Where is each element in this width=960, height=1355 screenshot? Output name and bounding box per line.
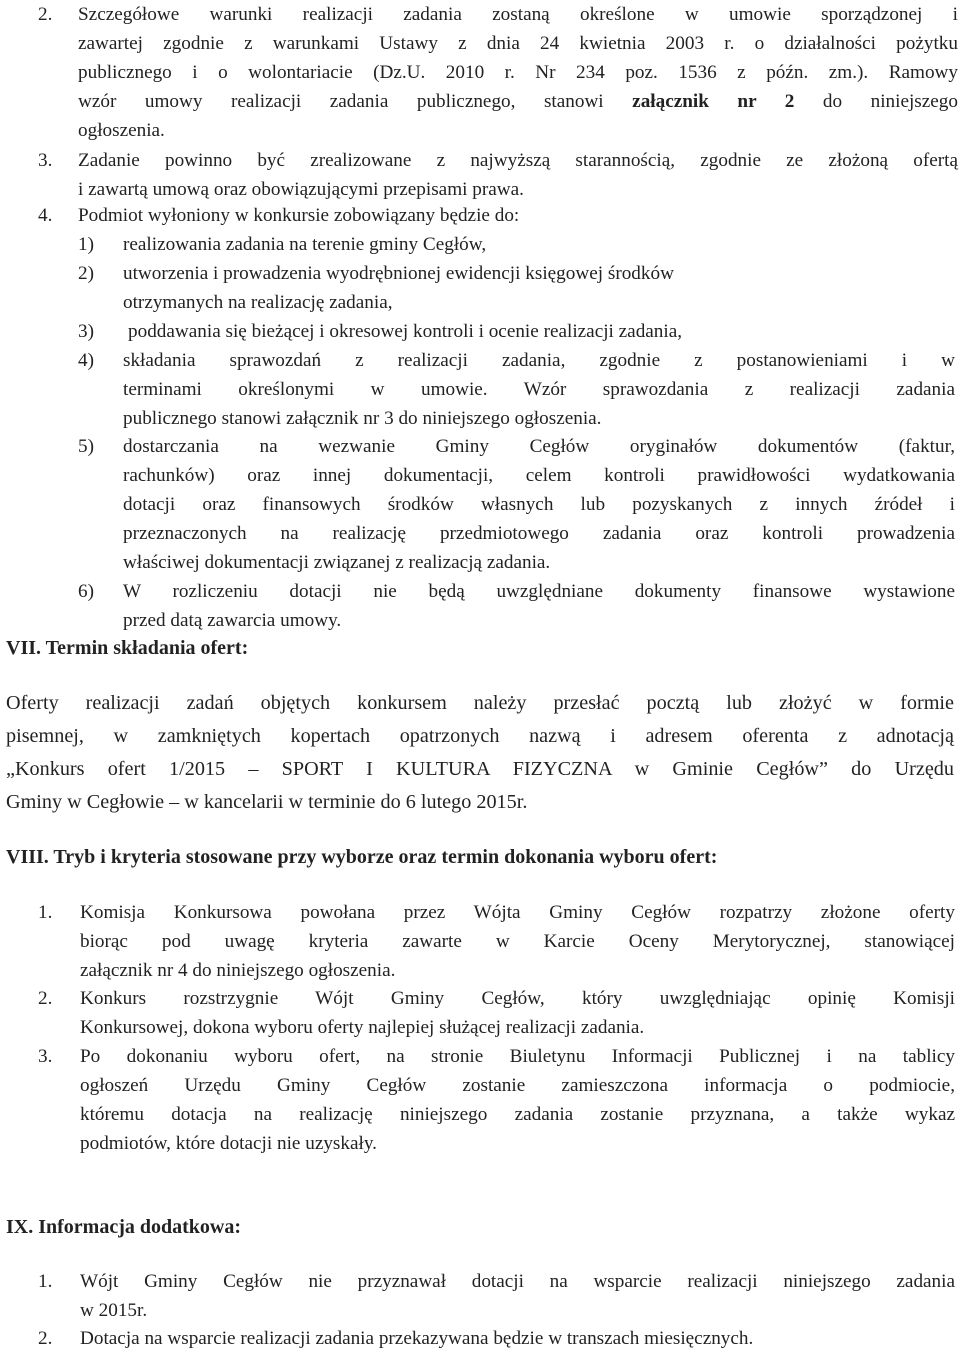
sub-item-1 [78, 230, 955, 259]
section-viii-item-1 [38, 898, 955, 985]
text-line: utworzenia i prowadzenia wyodrębnionej ewidencji księgowej środków [123, 263, 674, 284]
text-line: i zawartą umową oraz obowiązującymi przepisami prawa. [78, 179, 524, 200]
text-line: zawartej zgodnie z warunkami Ustawy z dnia 24 kwietnia 2003 r. o działalności pożytku [78, 33, 958, 54]
text-line: Zadanie powinno być zrealizowane z najwyższą starannością, zgodnie ze złożoną ofertą [78, 150, 958, 171]
text-line: Gminy w Cegłowie – w kancelarii w terminie do 6 lutego 2015r. [6, 791, 528, 813]
section-ix-item-1 [38, 1267, 955, 1325]
text-line: przed datą zawarcia umowy. [123, 610, 342, 631]
text-line: otrzymanych na realizację zadania, [123, 292, 393, 313]
text-line: publicznego stanowi załącznik nr 3 do niniejszego ogłoszenia. [123, 408, 602, 429]
text-run: wzór umowy realizacji zadania publicznego, stanowi [78, 91, 633, 112]
list-item-number: 3. [38, 1046, 53, 1067]
text-line: realizowania zadania na terenie gminy Cegłów, [123, 234, 487, 255]
list-item-number: 4. [38, 205, 53, 226]
list-item-4 [38, 201, 958, 230]
section-heading-vii: VII. Termin składania ofert: [6, 637, 249, 659]
text-line: przeznaczonych na realizację przedmiotowego zadania oraz kontroli prowadzenia [123, 523, 955, 544]
text-line: podmiotów, które dotacji nie uzyskały. [80, 1133, 377, 1154]
text-line: Oferty realizacji zadań objętych konkursem należy przesłać pocztą lub złożyć w formie [6, 692, 954, 714]
sub-item-2 [78, 259, 955, 317]
sub-item-number: 2) [78, 263, 94, 284]
section-ix-item-2 [38, 1324, 955, 1353]
text-line: terminami określonymi w umowie. Wzór sprawozdania z realizacji zadania [123, 379, 955, 400]
sub-item-number: 5) [78, 436, 94, 457]
text-line [78, 87, 958, 116]
annex-reference: załącznik nr 2 [632, 91, 795, 112]
text-line: dotacji oraz finansowych środków własnych lub pozyskanych z innych źródeł i [123, 494, 955, 515]
section-vii-paragraph [6, 687, 954, 819]
text-line: ogłoszeń Urzędu Gminy Cegłów zostanie zamieszczona informacja o podmiocie, [80, 1075, 955, 1096]
list-item-number: 2. [38, 1328, 53, 1349]
text-line: właściwej dokumentacji związanej z realizacją zadania. [123, 552, 551, 573]
text-line: załącznik nr 4 do niniejszego ogłoszenia. [80, 960, 396, 981]
text-line: Komisja Konkursowa powołana przez Wójta Gminy Cegłów rozpatrzy złożone oferty [80, 902, 955, 923]
section-viii-item-2 [38, 984, 955, 1042]
text-line: ogłoszenia. [78, 120, 165, 141]
list-item-2 [38, 0, 958, 145]
text-line: „Konkurs ofert 1/2015 – SPORT I KULTURA FIZYCZNA w Gminie Cegłów” do Urzędu [6, 758, 954, 780]
sub-item-4 [78, 346, 955, 433]
text-line: któremu dotacja na realizację niniejszego zadania zostanie przyznana, a także wykaz [80, 1104, 955, 1125]
text-run: do niniejszego [794, 91, 958, 112]
list-item-number: 2. [38, 988, 53, 1009]
sub-item-6 [78, 577, 955, 635]
section-viii-item-3 [38, 1042, 955, 1158]
text-line: Dotacja na wsparcie realizacji zadania przekazywana będzie w transzach miesięcznych. [80, 1328, 754, 1349]
sub-item-5 [78, 432, 955, 577]
list-item-3 [38, 146, 958, 204]
sub-item-number: 6) [78, 581, 94, 602]
text-line: Po dokonaniu wyboru ofert, na stronie Biuletynu Informacji Publicznej i na tablicy [80, 1046, 955, 1067]
sub-item-3 [78, 317, 955, 346]
sub-item-number: 1) [78, 234, 94, 255]
text-line: dostarczania na wezwanie Gminy Cegłów oryginałów dokumentów (faktur, [123, 436, 955, 457]
sub-item-number: 4) [78, 350, 94, 371]
text-line: Podmiot wyłoniony w konkursie zobowiązany będzie do: [78, 205, 520, 226]
text-line: rachunków) oraz innej dokumentacji, celem kontroli prawidłowości wydatkowania [123, 465, 955, 486]
list-item-number: 3. [38, 150, 53, 171]
text-line: składania sprawozdań z realizacji zadania, zgodnie z postanowieniami i w [123, 350, 955, 371]
text-line: Konkurs rozstrzygnie Wójt Gminy Cegłów, który uwzględniając opinię Komisji [80, 988, 955, 1009]
text-line: W rozliczeniu dotacji nie będą uwzględniane dokumenty finansowe wystawione [123, 581, 955, 602]
list-item-number: 1. [38, 1271, 53, 1292]
section-heading-viii: VIII. Tryb i kryteria stosowane przy wyborze oraz termin dokonania wyboru ofert: [6, 846, 718, 868]
text-line: Wójt Gminy Cegłów nie przyznawał dotacji na wsparcie realizacji niniejszego zadania [80, 1271, 955, 1292]
text-line: biorąc pod uwagę kryteria zawarte w Karcie Oceny Merytorycznej, stanowiącej [80, 931, 955, 952]
list-item-number: 2. [38, 4, 53, 25]
text-line: pisemnej, w zamkniętych kopertach opatrzonych nazwą i adresem oferenta z adnotacją [6, 725, 954, 747]
text-line: Szczegółowe warunki realizacji zadania zostaną określone w umowie sporządzonej i [78, 4, 958, 25]
section-heading-ix: IX. Informacja dodatkowa: [6, 1216, 241, 1238]
text-line: poddawania się bieżącej i okresowej kontroli i ocenie realizacji zadania, [128, 321, 683, 342]
text-line: w 2015r. [80, 1300, 148, 1321]
list-item-number: 1. [38, 902, 53, 923]
text-line: Konkursowej, dokona wyboru oferty najlepiej służącej realizacji zadania. [80, 1017, 645, 1038]
text-line: publicznego i o wolontariacie (Dz.U. 2010 r. Nr 234 poz. 1536 z późn. zm.). Ramowy [78, 62, 958, 83]
sub-item-number: 3) [78, 321, 94, 342]
